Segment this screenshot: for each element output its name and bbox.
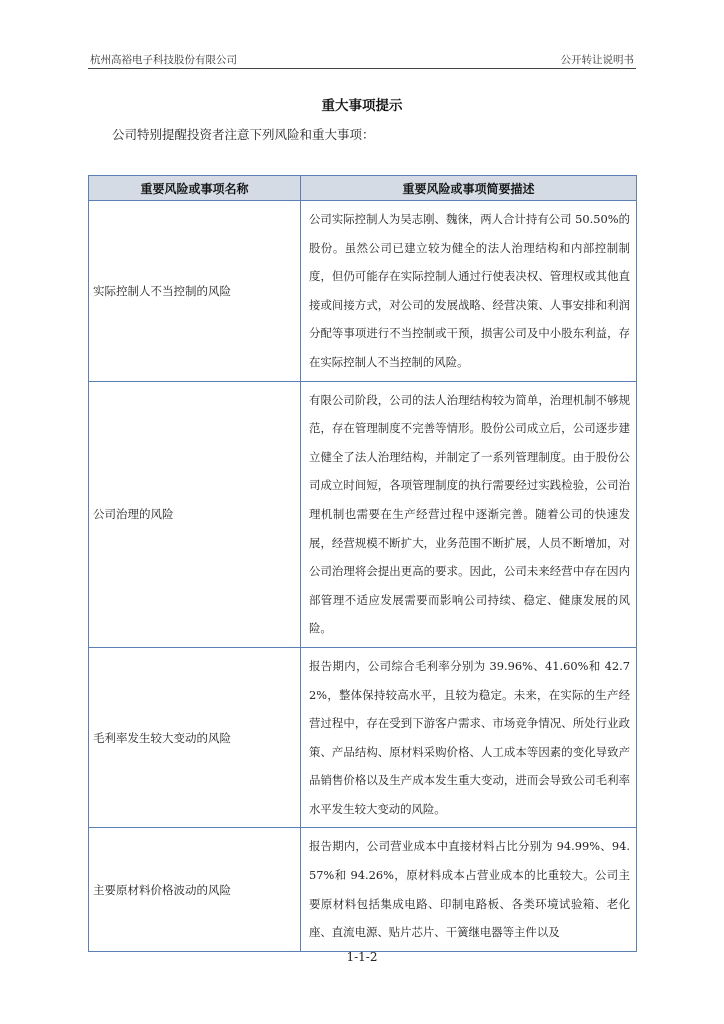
header-doc-type: 公开转让说明书 [560,54,634,66]
risk-desc: 报告期内，公司综合毛利率分别为 39.96%、41.60%和 42.72%，整体保持较高水平，且较为稳定。未来，在实际的生产经营过程中，存在受到下游客户需求、市场竞争情况、所处行业政策、产品结构、原材料采购价格、人工成本等因素的变化导致产品销售价格以及生产成本发生重大变动，进而会导致公司毛利率水平发生较大变动的风险。 [301,647,637,828]
col-header-desc: 重要风险或事项简要描述 [301,176,637,201]
risk-name: 公司治理的风险 [89,381,301,647]
risk-desc: 公司实际控制人为吴志刚、魏徕，两人合计持有公司 50.50%的股份。虽然公司已建立较为健全的法人治理结构和内部控制制度，但仍可能存在实际控制人通过行使表决权、管理权或其他直接或间接方式，对公司的发展战略、经营决策、人事安排和利润分配等事项进行不当控制或干预，损害公司及中小股东利益，存在实际控制人不当控制的风险。 [301,201,637,382]
table-row [89,828,637,951]
page-header [88,50,636,69]
table-row [89,201,637,382]
intro-text: 公司特别提醒投资者注意下列风险和重大事项： [112,127,375,142]
col-header-name: 重要风险或事项名称 [89,176,301,201]
risk-desc: 有限公司阶段，公司的法人治理结构较为简单，治理机制不够规范，存在管理制度不完善等情形。股份公司成立后，公司逐步建立健全了法人治理结构，并制定了一系列管理制度。由于股份公司成立时间短，各项管理制度的执行需要经过实践检验，公司治理机制也需要在生产经营过程中逐渐完善。随着公司的快速发展，经营规模不断扩大，业务范围不断扩展，人员不断增加，对公司治理将会提出更高的要求。因此，公司未来经营中存在因内部管理不适应发展需要而影响公司持续、稳定、健康发展的风险。 [301,381,637,647]
risk-table [88,175,637,952]
page-number: 1-1-2 [346,950,378,964]
header-company: 杭州高裕电子科技股份有限公司 [90,54,237,66]
table-row [89,381,637,647]
table-row [89,647,637,828]
section-title: 重大事项提示 [321,98,403,114]
risk-desc: 报告期内，公司营业成本中直接材料占比分别为 94.99%、94.57%和 94.26%，原材料成本占营业成本的比重较大。公司主要原材料包括集成电路、印制电路板、各类环境试验箱、老化座、直流电源、贴片芯片、干簧继电器等主件以及 [301,828,637,951]
table-header-row [89,176,637,201]
risk-name: 主要原材料价格波动的风险 [89,828,301,951]
risk-name: 实际控制人不当控制的风险 [89,201,301,382]
risk-name: 毛利率发生较大变动的风险 [89,647,301,828]
